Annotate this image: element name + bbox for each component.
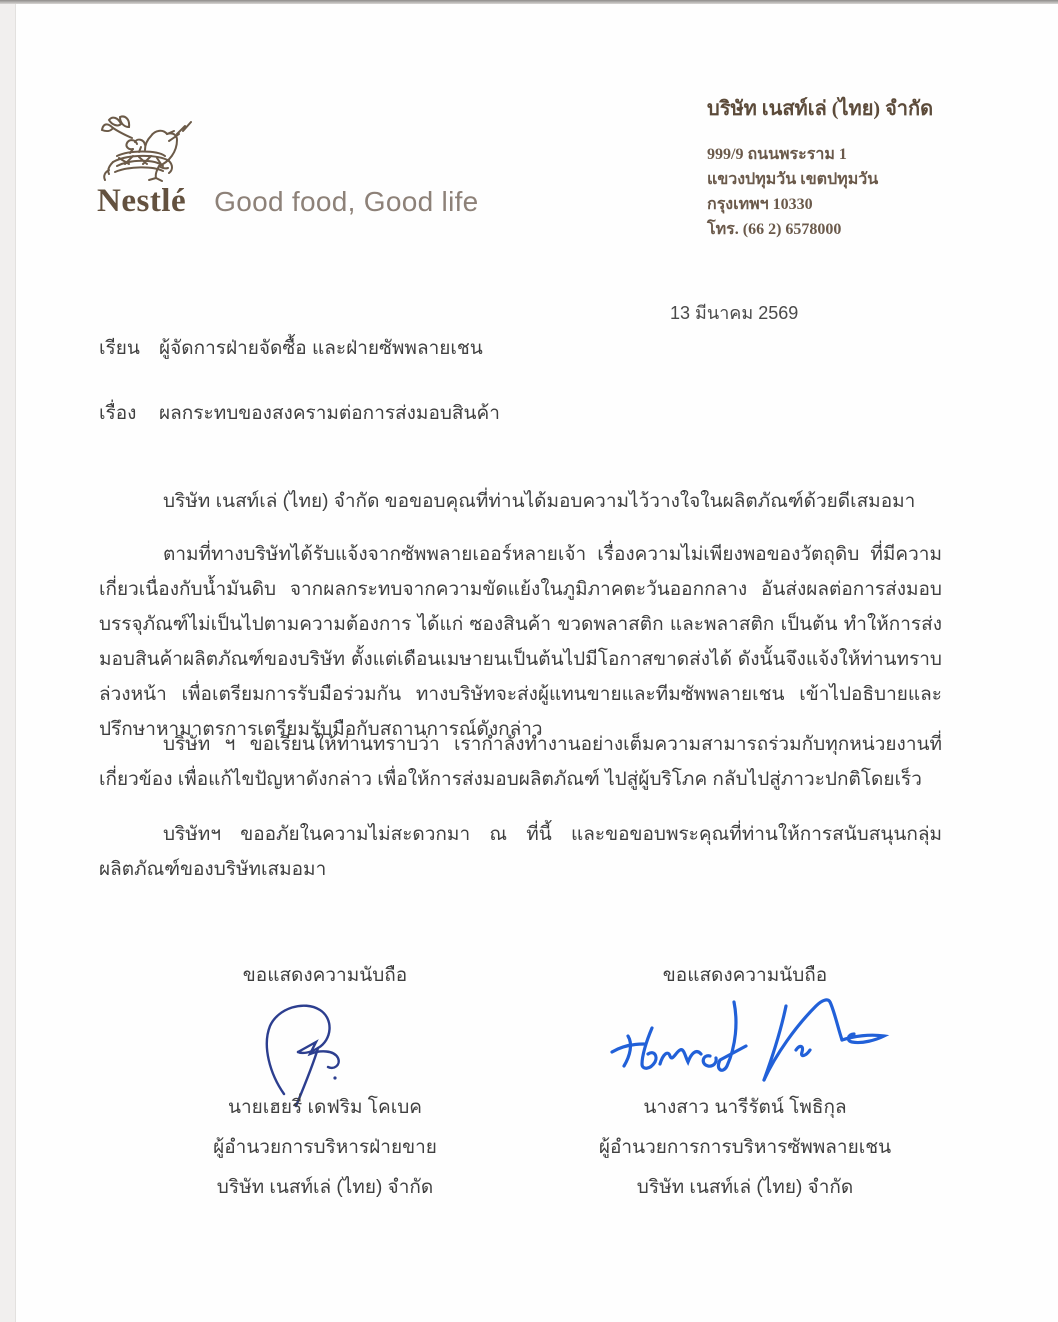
letterhead-address-block — [707, 92, 977, 242]
letter-date: 13 มีนาคม 2569 — [670, 303, 799, 323]
closing-phrase-left: ขอแสดงความนับถือ — [242, 965, 408, 986]
signature-ink-right — [600, 988, 890, 1093]
letterhead-address-line: แขวงปทุมวัน เขตปทุมวัน — [707, 171, 879, 188]
body-paragraph-2: ตามที่ทางบริษัทได้รับแจ้งจากซัพพลายเออร์หลายเจ้า เรื่องความไม่เพียงพอของวัตถุดิบ ที่มีความเกี่ยวเนื่องกับน้ำมันดิบ จากผลกระทบจากความขัดแย้งในภูมิภาคตะวันออกกลาง อันส่งผลต่อการส่งมอบบรรจุภัณฑ์ไม่เป็นไปตามความต้องการ ได้แก่ ซองสินค้า ขวดพลาสติก และพลาสติก เป็นต้น ทำให้การส่งมอบสินค้าผลิตภัณฑ์ของบริษัท ตั้งแต่เดือนเมษายนเป็นต้นไปมีโอกาสขาดส่งได้ ดังนั้นจึงแจ้งให้ท่านทราบล่วงหน้า เพื่อเตรียมการรับมือร่วมกัน ทางบริษัทจะส่งผู้แทนขายและทีมซัพพลายเชน เข้าไปอธิบายและปรึกษาหามาตรการเตรียมรับมือกับสถานการณ์ดังกล่าว — [99, 544, 942, 740]
closing-right — [585, 960, 905, 990]
body-paragraph-3: บริษัท ฯ ขอเรียนให้ท่านทราบว่า เรากำลังทำงานอย่างเต็มความสามารถร่วมกับทุกหน่วยงานที่เกี่ยวข้อง เพื่อแก้ไขปัญหาดังกล่าว เพื่อให้การส่งมอบผลิตภัณฑ์ ไปสู่ผู้บริโภค กลับไปสู่ภาวะปกติโดยเร็ว — [99, 734, 942, 790]
signer-company-right: บริษัท เนสท์เล่ (ไทย) จำกัด — [636, 1177, 854, 1198]
nestle-wordmark: Nestlé — [97, 183, 187, 219]
letterhead-address-line: 999/9 ถนนพระราม 1 — [707, 146, 847, 163]
subject-value: ผลกระทบของสงครามต่อการส่งมอบสินค้า — [159, 403, 500, 424]
letterhead-address-line: กรุงเทพฯ 10330 — [707, 196, 813, 213]
signer-block-right — [585, 1088, 905, 1208]
closing-left — [165, 960, 485, 990]
nestle-birds-nest-icon — [99, 114, 204, 191]
signer-title-right: ผู้อำนวยการการบริหารซัพพลายเชน — [598, 1137, 892, 1158]
closing-phrase-right: ขอแสดงความนับถือ — [662, 965, 828, 986]
body-paragraph-1: บริษัท เนสท์เล่ (ไทย) จำกัด ขอขอบคุณที่ท่านได้มอบความไว้วางใจในผลิตภัณฑ์ด้วยดีเสมอมา — [163, 491, 916, 512]
viewer-left-margin — [0, 4, 16, 1322]
signer-title-left: ผู้อำนวยการบริหารฝ่ายขาย — [213, 1137, 437, 1158]
signer-name-left: นายเฮยรี่ เดฟริม โคเบค — [228, 1097, 422, 1118]
subject-label: เรื่อง — [99, 403, 137, 424]
body-paragraph-4: บริษัทฯ ขออภัยในความไม่สะดวกมา ณ ที่นี้ และขอขอบพระคุณที่ท่านให้การสนับสนุนกลุ่มผลิตภัณฑ์ของบริษัทเสมอมา — [99, 824, 942, 880]
signer-name-right: นางสาว นารีรัตน์ โพธิกุล — [643, 1097, 847, 1118]
brand-tagline: Good food, Good life — [214, 186, 479, 217]
to-value: ผู้จัดการฝ่ายจัดซื้อ และฝ่ายซัพพลายเชน — [159, 338, 483, 359]
subject-row — [99, 398, 859, 428]
letterhead-phone-line: โทร. (66 2) 6578000 — [707, 221, 842, 238]
signer-company-left: บริษัท เนสท์เล่ (ไทย) จำกัด — [216, 1177, 434, 1198]
to-label: เรียน — [99, 338, 140, 359]
brand-row — [97, 183, 479, 220]
letterhead-company-name: บริษัท เนสท์เล่ (ไทย) จำกัด — [707, 98, 934, 120]
recipient-row — [99, 333, 859, 363]
signer-block-left — [165, 1088, 485, 1208]
